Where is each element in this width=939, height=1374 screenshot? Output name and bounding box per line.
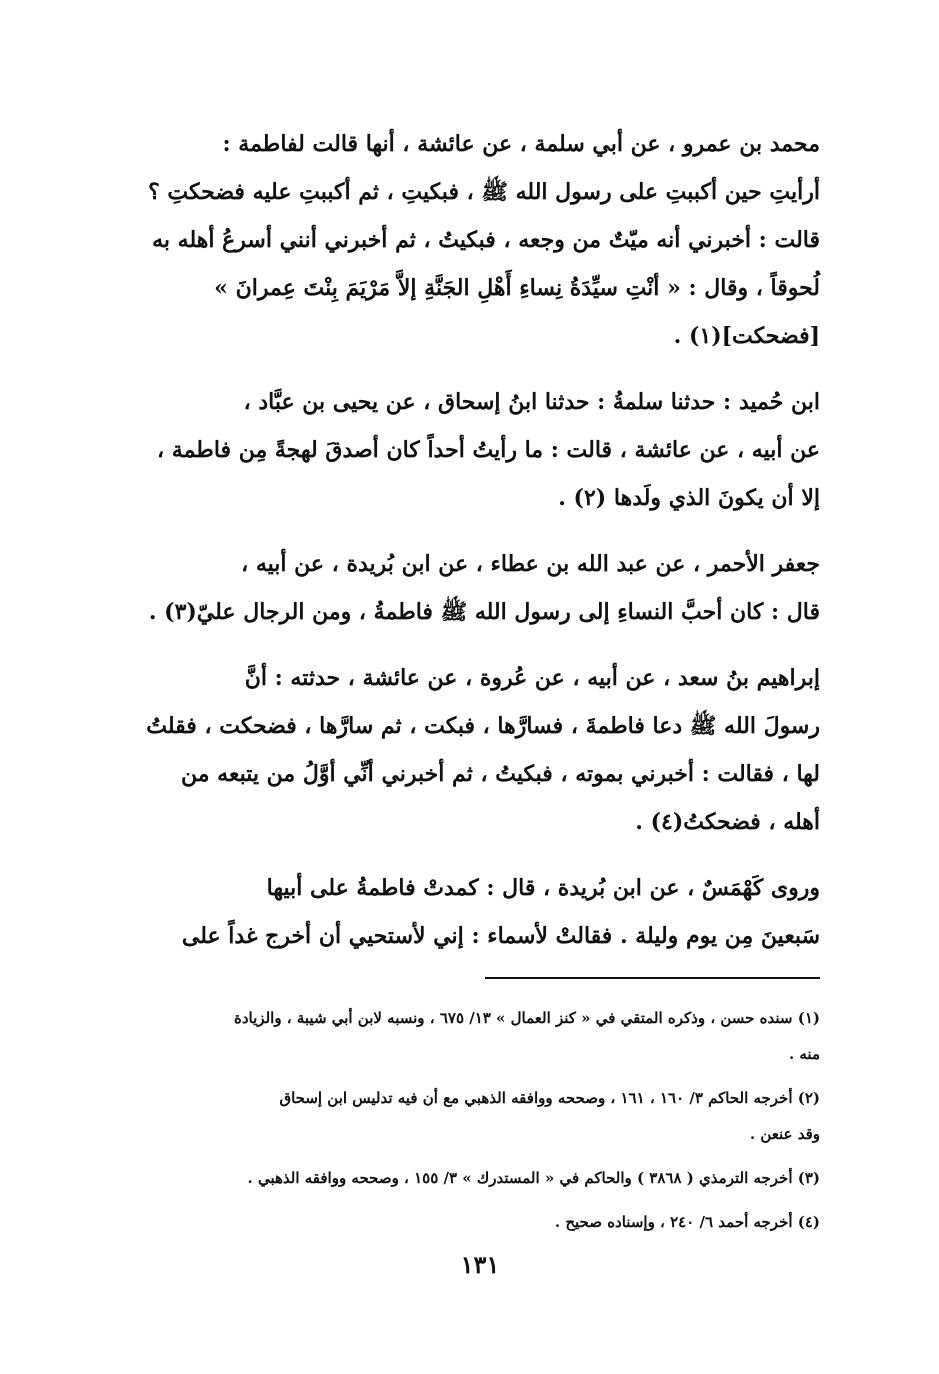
text-line: وروى كَهْمَسٌ ، عن ابن بُريدة ، قال : كمدتْ فاطمةُ على أبيها	[266, 875, 820, 901]
text-line: ابن حُميد : حدثنا سلمةُ : حدثنا ابنُ إسحاق ، عن يحيى بن عبَّاد ،	[243, 389, 820, 415]
footnote-line: (١) سنده حسن ، وذكره المتقي في « كنز العمال » ١٣/ ٦٧٥ ، ونسبه لابن أبي شيبة ، والزيادة	[234, 1009, 820, 1027]
text-line: إلا أن يكونَ الذي ولَدها (٢) .	[558, 485, 820, 511]
paragraph-1	[148, 120, 820, 360]
text-line: لها ، فقالت : أخبرني بموته ، فبكيتُ ، ثم أخبرني أنِّي أوَّلُ من يتبعه من	[180, 761, 820, 787]
footnote-line: وقد عنعن .	[749, 1125, 820, 1143]
text-line: أهله ، فضحكتُ(٤) .	[635, 809, 820, 835]
text-line: لُحوقاً ، وقال : « أنْتِ سيِّدَةُ نِساءِ أَهْلِ الجَنَّةِ إلاَّ مَرْيَمَ بِنْتَ عِمرانَ »	[214, 275, 820, 301]
footnote-4	[160, 1204, 820, 1240]
footnote-line: (٢) أخرجه الحاكم ٣/ ١٦٠ ، ١٦١ ، وصححه ووافقه الذهبي مع أن فيه تدليس ابن إسحاق	[279, 1089, 820, 1107]
paragraph-2	[157, 378, 820, 522]
footnote-2	[160, 1080, 820, 1152]
text-line: عن أبيه ، عن عائشة ، قالت : ما رأيتُ أحداً كان أصدقَ لهجةً مِن فاطمة ،	[157, 437, 820, 463]
text-line: محمد بن عمرو ، عن أبي سلمة ، عن عائشة ، أنها قالت لفاطمة :	[222, 131, 820, 157]
footnote-line: منه .	[788, 1045, 820, 1063]
main-text	[146, 120, 820, 978]
paragraph-4	[146, 654, 820, 846]
paragraph-3	[148, 540, 820, 636]
text-line: إبراهيم بنُ سعد ، عن أبيه ، عن عُروة ، عن عائشة ، حدثته : أنَّ	[244, 665, 820, 691]
text-line: جعفر الأحمر ، عن عبد الله بن عطاء ، عن ابن بُريدة ، عن أبيه ،	[241, 551, 820, 577]
text-line: قالت : أخبرني أنه ميّتٌ من وجعه ، فبكيتُ ، ثم أخبرني أنني أسرعُ أهله به	[152, 227, 820, 253]
footnote-1	[160, 1000, 820, 1072]
text-line: أرأيتِ حين أكببتِ على رسول الله ﷺ ، فبكيتِ ، ثم أكببتِ عليه فضحكتِ ؟	[148, 179, 820, 205]
text-line: [فضحكت](١) .	[673, 323, 820, 349]
footnote-line: (٤) أخرجه أحمد ٦/ ٢٤٠ ، وإسناده صحيح .	[554, 1213, 820, 1231]
page-number: ١٣١	[460, 1250, 500, 1279]
text-line: رسولَ الله ﷺ دعا فاطمةَ ، فسارَّها ، فبكت ، ثم سارَّها ، فضحكت ، فقلتُ	[146, 713, 820, 739]
text-line: قال : كان أحبَّ النساءِ إلى رسول الله ﷺ فاطمةُ ، ومن الرجال عليّ(٣) .	[148, 599, 820, 625]
paragraph-5	[160, 864, 820, 960]
footnotes	[160, 1000, 820, 1248]
footnote-3	[160, 1160, 820, 1196]
text-line: سَبعينَ مِن يوم وليلة . فقالتْ لأسماء : إني لأستحيي أن أخرج غداً على	[181, 923, 820, 949]
footnote-line: (٣) أخرجه الترمذي ( ٣٨٦٨ ) والحاكم في « المستدرك » ٣/ ١٥٥ ، وصححه ووافقه الذهبي .	[247, 1169, 820, 1187]
footnote-divider	[485, 977, 820, 979]
